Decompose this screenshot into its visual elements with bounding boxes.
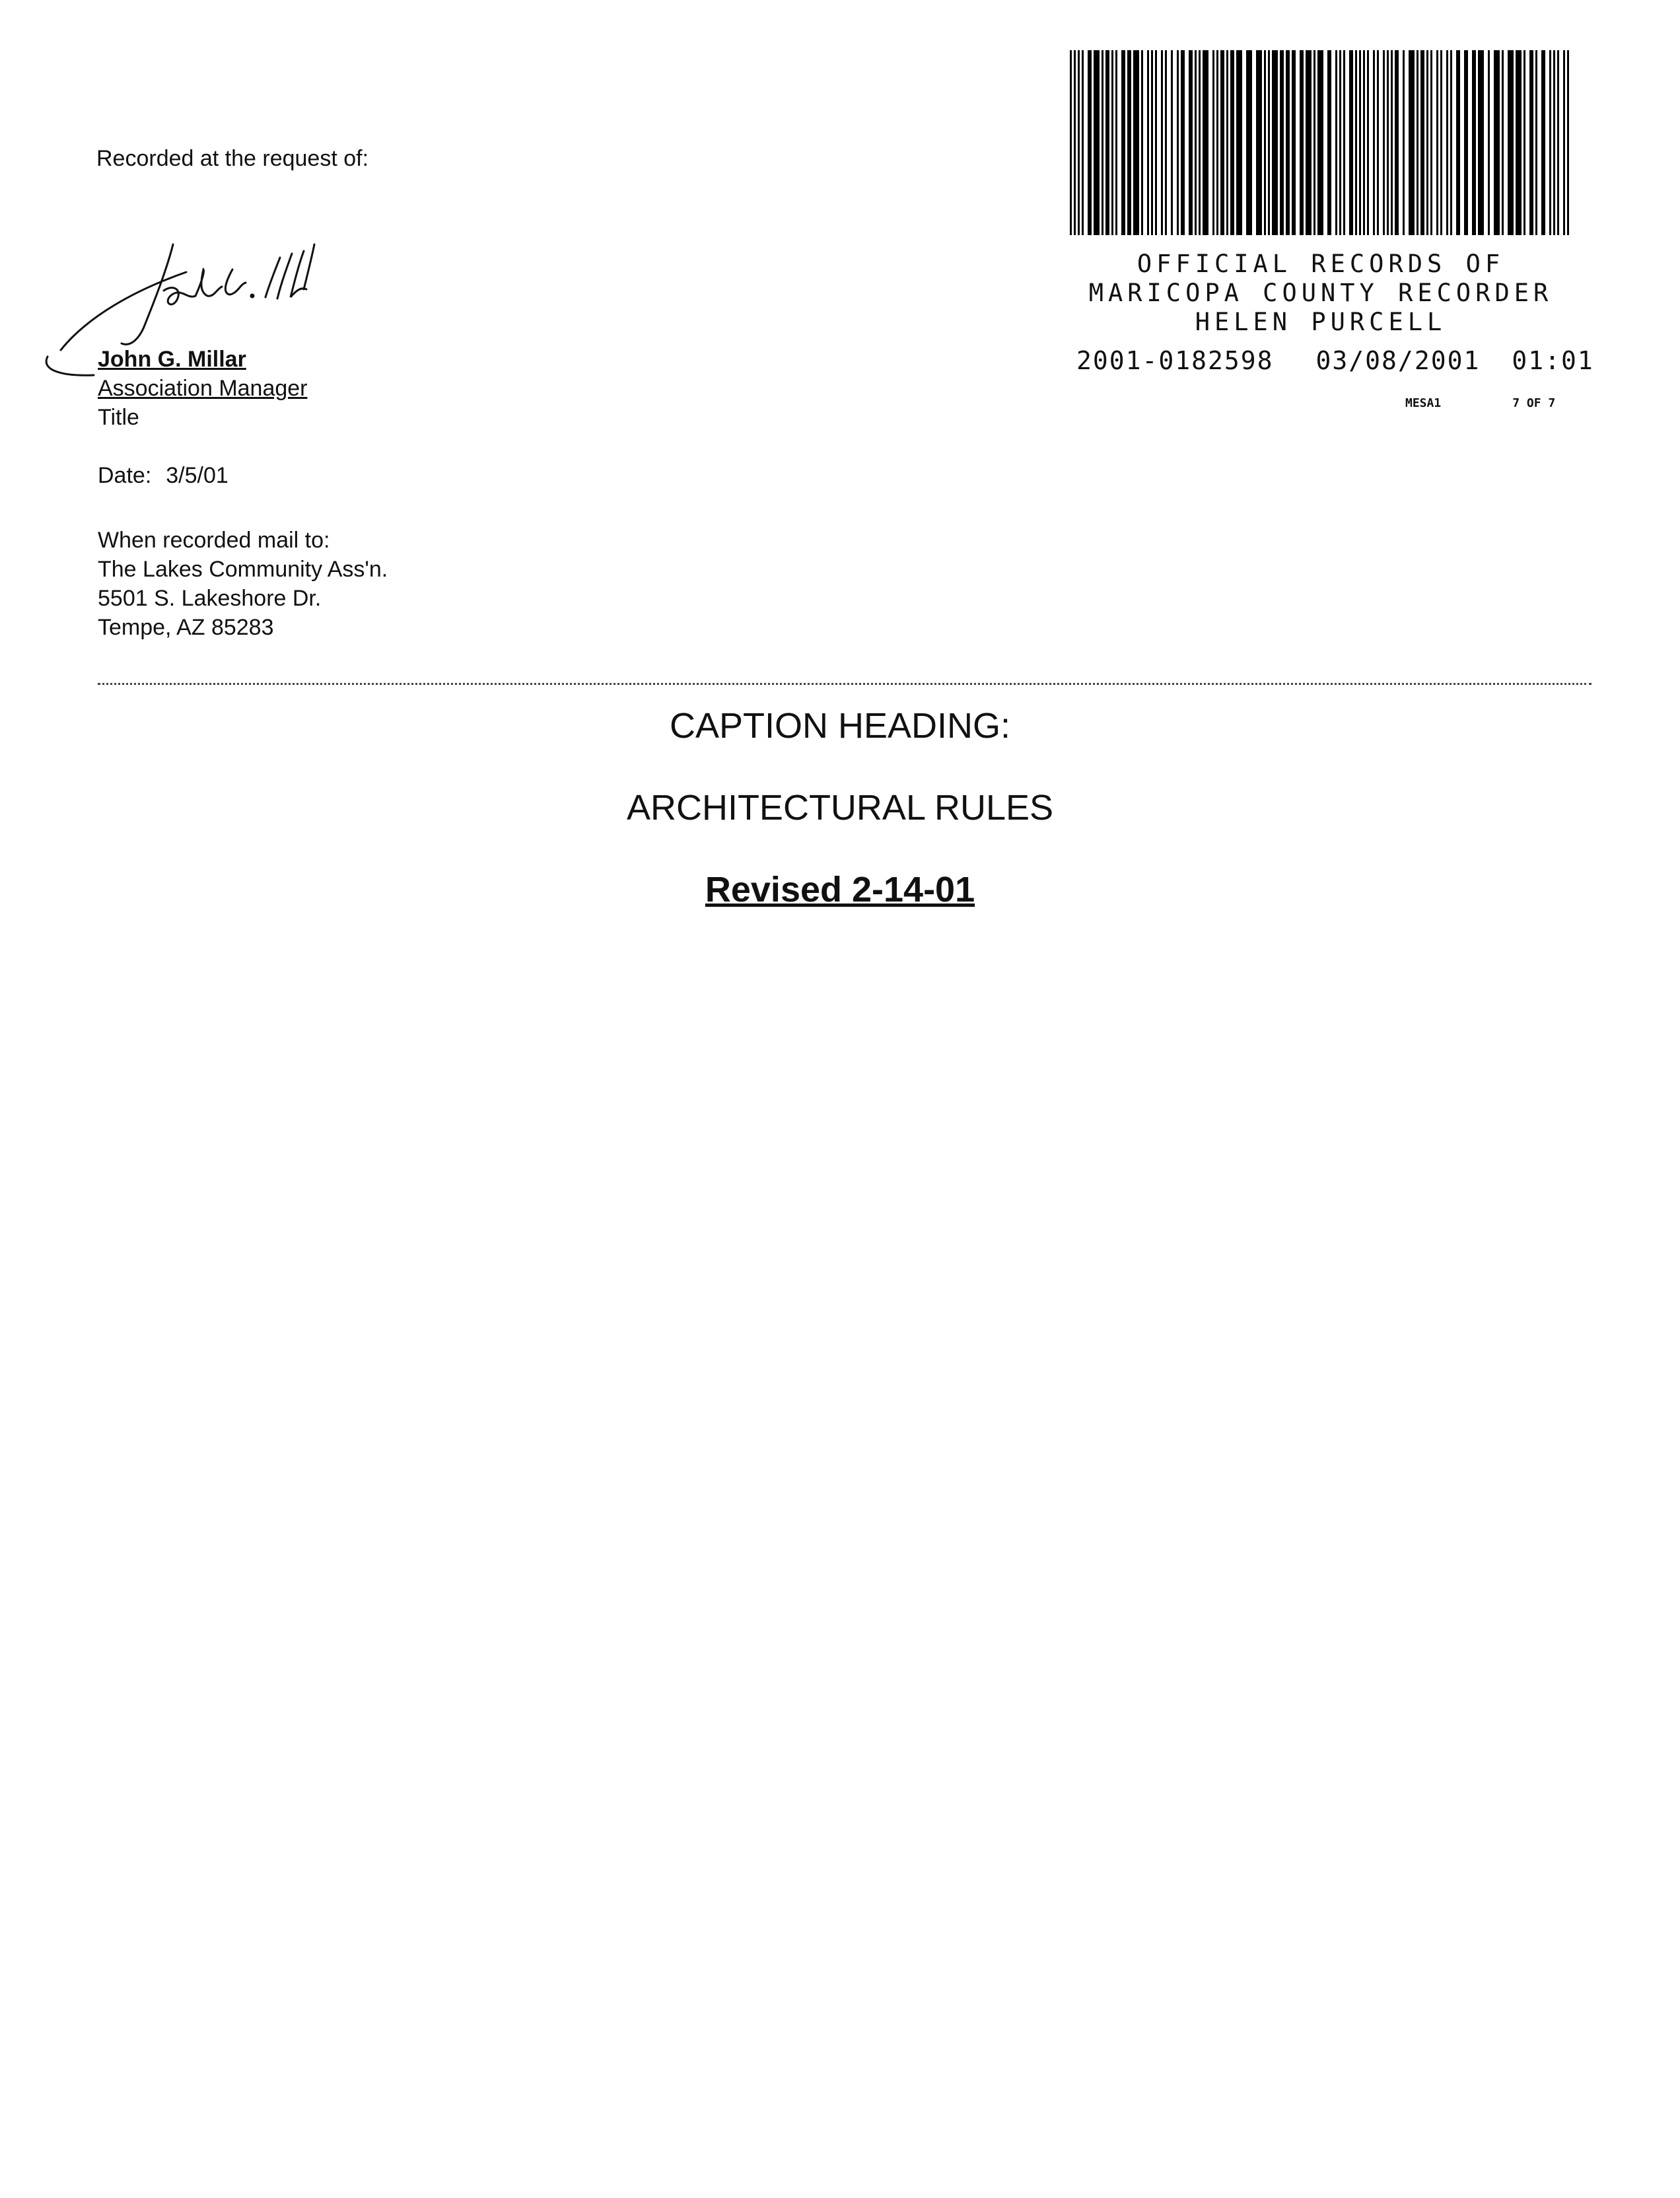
mail-to-block [98, 526, 388, 642]
mail-to-label: When recorded mail to: [98, 528, 330, 553]
caption-heading: CAPTION HEADING: [669, 706, 1011, 746]
dotted-divider [98, 683, 1592, 685]
page-count: 7 OF 7 [1512, 396, 1556, 410]
recorder-line: OFFICIAL RECORDS OF [1137, 250, 1505, 278]
document-title: ARCHITECTURAL RULES [626, 788, 1054, 828]
station-code: MESA1 [1405, 396, 1442, 410]
recorder-line: MARICOPA COUNTY RECORDER [1088, 279, 1553, 307]
date-label: Date: [98, 463, 152, 488]
mail-to-line: 5501 S. Lakeshore Dr. [98, 586, 322, 611]
date-line [98, 461, 228, 490]
signer-name: John G. Millar [98, 347, 246, 372]
recording-date: 03/08/2001 [1315, 346, 1481, 375]
recording-info [1076, 346, 1594, 375]
recording-time: 01:01 [1512, 346, 1594, 375]
recorded-request-label: Recorded at the request of: [96, 146, 369, 171]
revision-note: Revised 2-14-01 [705, 870, 975, 909]
date-value: 3/5/01 [166, 463, 228, 488]
recording-meta [1405, 396, 1555, 410]
document-number: 2001-0182598 [1076, 346, 1274, 375]
mail-to-line: The Lakes Community Ass'n. [98, 557, 388, 582]
signer-role: Association Manager [98, 376, 308, 401]
title-label: Title [98, 405, 139, 430]
mail-to-line: Tempe, AZ 85283 [98, 615, 274, 640]
recorder-header [1057, 250, 1585, 337]
recorder-line: HELEN PURCELL [1195, 308, 1447, 336]
barcode-image [1070, 50, 1569, 235]
